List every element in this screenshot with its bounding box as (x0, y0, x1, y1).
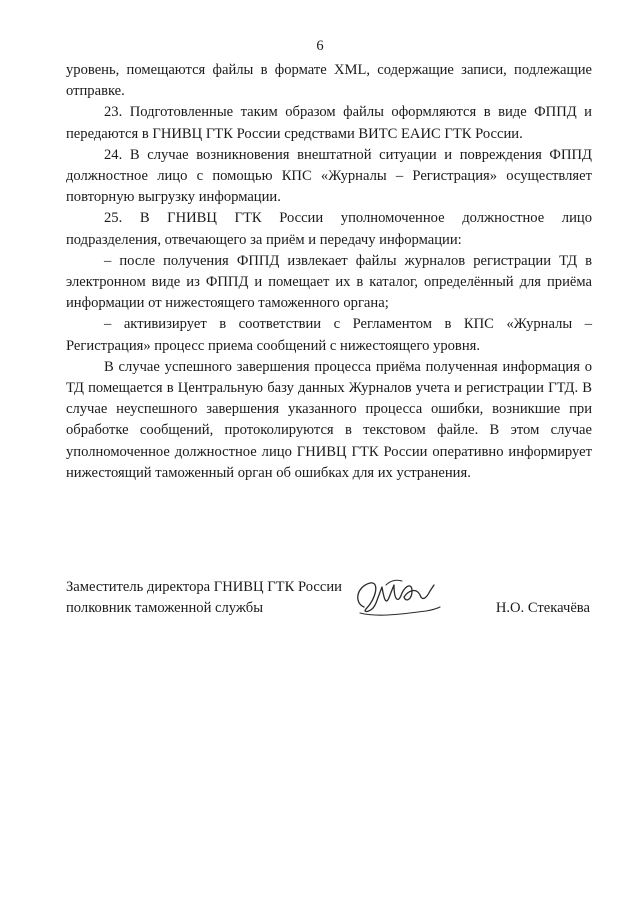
paragraph-6: – активизирует в соответствии с Регламентом в КПС «Журналы – Регистрация» процесс приема сообщений с нижестоящего уровня. (66, 316, 592, 354)
paragraph-7: В случае успешного завершения процесса приёма полученная информация о ТД помещается в Центральную базу данных Журналов учета и регистрации ГТД. В случае неуспешного завершения указанного процесса ошибки, возникшие при обработке сообщений, протоколируются в текстовом файле. В этом случае уполномоченное должностное лицо ГНИВЦ ГТК России оперативно информирует нижестоящий таможенный орган об ошибках для их устранения. (66, 358, 592, 481)
signature-block (66, 577, 592, 637)
signatory-rank: полковник таможенной службы (66, 600, 264, 616)
paragraph-4: 25. В ГНИВЦ ГТК России уполномоченное должностное лицо подразделения, отвечающего за приём и передачу информации: (66, 210, 592, 248)
paragraph-5: – после получения ФППД извлекает файлы журналов регистрации ТД в электронном виде из ФППД и помещает их в каталог, определённый для приёма информации от нижестоящего таможенного органа; (66, 252, 592, 312)
page-number: 6 (316, 38, 324, 54)
paragraph-2: 23. Подготовленные таким образом файлы оформляются в виде ФППД и передаются в ГНИВЦ ГТК России средствами ВИТС ЕАИС ГТК России. (66, 104, 592, 142)
paragraph-3: 24. В случае возникновения внештатной ситуации и повреждения ФППД должностное лицо с помощью КПС «Журналы – Регистрация» осуществляет повторную выгрузку информации. (66, 146, 592, 206)
paragraph-1: уровень, помещаются файлы в формате XML, содержащие записи, подлежащие отправке. (66, 62, 592, 100)
handwritten-signature (346, 573, 446, 623)
signatory-name: Н.О. Стекачёва (495, 600, 590, 616)
document-body (66, 60, 592, 484)
signatory-position: Заместитель директора ГНИВЦ ГТК России (66, 579, 342, 595)
